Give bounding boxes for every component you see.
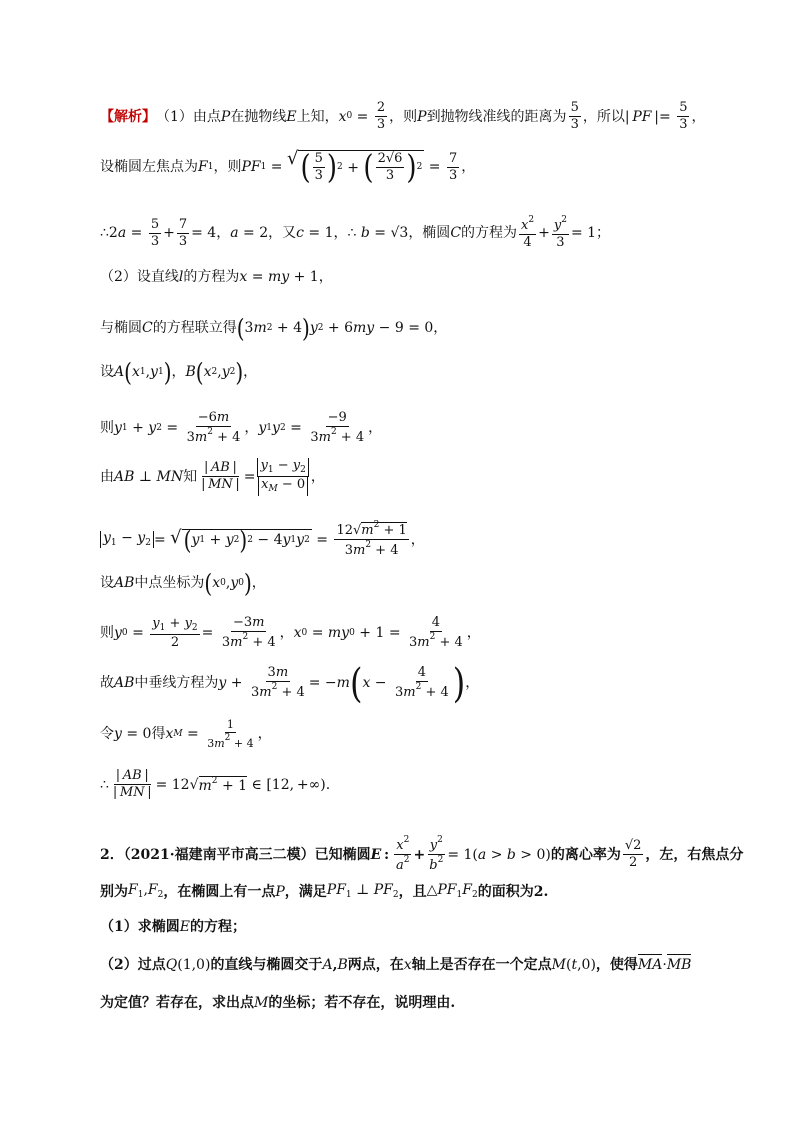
- solution-line-6: 设 A ( x 1 , y 1 ) ， B ( x 2 , y 2 ) ，: [100, 357, 258, 387]
- problem-2-question-2-cont: 为定值？若存在，求出点 M 的坐标；若不存在，说明理由.: [100, 995, 456, 1011]
- solution-line-4: （2）设直线 l 的方程为 x = my + 1 ，: [100, 269, 333, 285]
- solution-line-7: 则 y 1 + y 2 = $\frac{-6m}{3m^2 + 4}$ ， y 1 y 2 = $\frac{-9}{3m^2 + 4}$ ，: [100, 410, 383, 446]
- solution-line-1: 【解析】 （1）由点 P 在抛物线 E 上知， x 0 = $\frac{2}{3}$ ，则 P 到抛物线准线的距离为 $\frac{5}{3}$ ，所以 | PF |= $\frac{5}{3}$ ，: [100, 100, 706, 133]
- solution-line-3: ∴2 a = $\frac{5}{3}$ + $\frac{7}{3}$ = 4 ， a = 2 ，又 c = 1 ， ∴ b = √3 ，椭圆 C 的方程为 $\frac{x^2}{4}$ + $\frac{y^2}{3}$ = 1 ；: [100, 215, 611, 251]
- solution-line-2: 设椭圆左焦点为 F 1 ，则 PF 1 = √ ( $\frac{5}{3}$ ) 2 + ( $\frac{2√6}{3}$ ) 2 = $\frac{7}{3}$ ，: [100, 148, 476, 187]
- solution-line-12: 故 AB 中垂线方程为 y + $\frac{3m}{3m^2 + 4}$ = − m ( x − $\frac{4}{3m^2 + 4}$ ) ，: [100, 659, 480, 707]
- solution-line-5: 与椭圆 C 的方程联立得 ( 3 m 2 + 4 ) y 2 + 6 my − 9 = 0 ，: [100, 313, 448, 343]
- solution-line-13: 令 y = 0 得 x M = $\frac{1}{3m^2 + 4}$ ，: [100, 718, 272, 750]
- problem-2-line-2: 别为 $F_1,F_2$ ，在椭圆上有一点 P ，满足 $PF_1$ ⊥ $PF_2$ ，且 $\triangle PF_1F_2$ 的面积为2.: [100, 882, 549, 900]
- solution-tag: 【解析】: [100, 108, 156, 125]
- problem-2-question-2: （2）过点 Q(1,0) 的直线与椭圆交于 A , B 两点，在 x 轴上是否存在一个定点 M(t,0) ，使得 MA·MB: [100, 957, 692, 973]
- solution-line-9: $y_1 - y_2$ = √ ( y 1 + y 2 ) 2 − 4 y 1 y 2 = $\frac{12√m^2 + 1}{3m^2 + 4}$ ，: [100, 520, 734, 560]
- problem-2-question-1: （1）求椭圆 E 的方程；: [100, 919, 246, 935]
- solution-line-10: 设 AB 中点坐标为 ( x 0 , y 0 ) ，: [100, 568, 266, 598]
- solution-line-11: 则 y 0 = $\frac{y_1 + y_2}{2}$ = $\frac{-3m}{3m^2 + 4}$ ， x 0 = my 0 + 1 = $\frac{4}{3m^2 + 4}$ ，: [100, 615, 481, 651]
- solution-line-8: 由 AB ⊥ MN 知 $\frac{| AB |}{| MN |}$ = $\frac{y_1 - y_2}{x_M - 0}$ ，: [100, 458, 325, 495]
- problem-2-line-1: 2．（2021·福建南平市高三二模）已知椭圆 E : $\frac{x^2}{a^2}$ + $\frac{y^2}{b^2}$ = 1(a > b > 0) 的离心率为 $\frac{√2}{2}$ ，左，右焦点分: [100, 835, 744, 874]
- solution-line-14: ∴ $\frac{| AB |}{| MN |}$ = 12√ $m^2 + 1$ ∈ [12, +∞) .: [100, 768, 331, 801]
